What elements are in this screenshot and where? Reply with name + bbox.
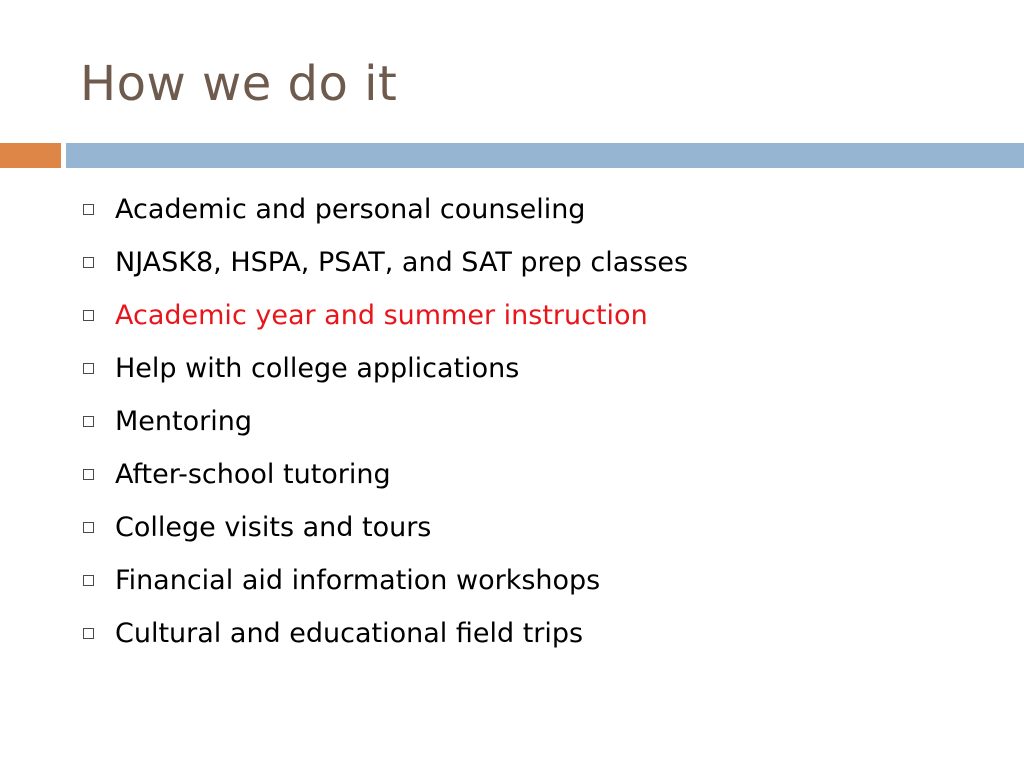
list-item (80, 501, 688, 554)
bullet-text: Academic and personal counseling (115, 193, 586, 225)
slide-title: How we do it (80, 56, 398, 112)
accent-bar-blue (66, 143, 1024, 168)
hollow-square-icon (83, 257, 94, 268)
list-item (80, 607, 688, 660)
bullet-text: Help with college applications (115, 352, 520, 384)
bullet-text: Mentoring (115, 405, 252, 437)
list-item (80, 448, 688, 501)
list-item (80, 342, 688, 395)
bullet-text: Cultural and educational field trips (115, 617, 584, 649)
hollow-square-icon (83, 204, 94, 215)
bullet-text: NJASK8, HSPA, PSAT, and SAT prep classes (115, 246, 689, 278)
hollow-square-icon (83, 310, 94, 321)
bullet-list (80, 183, 688, 660)
hollow-square-icon (83, 416, 94, 427)
list-item (80, 289, 688, 342)
list-item (80, 395, 688, 448)
accent-bar-orange (0, 143, 61, 168)
hollow-square-icon (83, 363, 94, 374)
list-item (80, 236, 688, 289)
hollow-square-icon (83, 575, 94, 586)
hollow-square-icon (83, 522, 94, 533)
list-item (80, 554, 688, 607)
bullet-text-highlighted: Academic year and summer instruction (115, 299, 648, 331)
list-item (80, 183, 688, 236)
hollow-square-icon (83, 469, 94, 480)
bullet-text: After-school tutoring (115, 458, 391, 490)
hollow-square-icon (83, 628, 94, 639)
bullet-text: Financial aid information workshops (115, 564, 601, 596)
bullet-text: College visits and tours (115, 511, 432, 543)
